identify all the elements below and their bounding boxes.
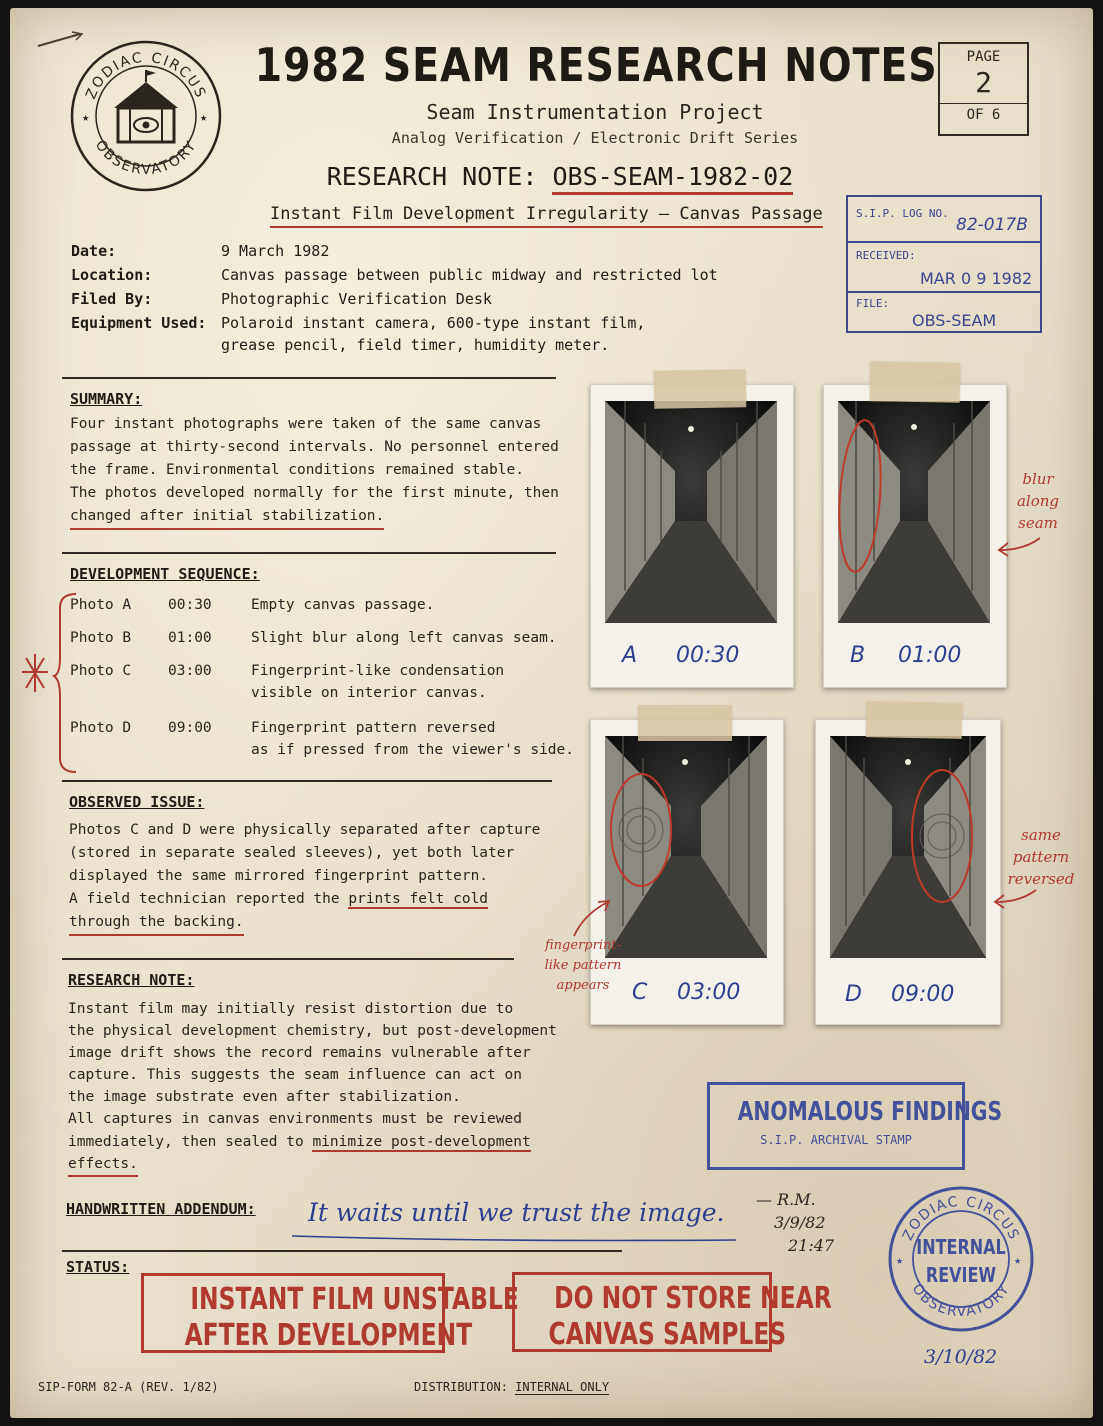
svg-text:★: ★ (1014, 1253, 1022, 1267)
photo-image (830, 736, 986, 958)
issue-line: A field technician reported the prints felt cold (69, 891, 489, 907)
summary-text: Four instant photographs were taken of the same canvas passage at thirty-second intervals. No personnel entered the frame. Environmental conditions remained stable. The photos developed normally for the first minute, then (70, 416, 559, 501)
research-heading: RESEARCH NOTE: (68, 971, 195, 989)
sequence-description: Slight blur along left canvas seam. (251, 630, 557, 646)
log-stamp (846, 195, 1042, 333)
review-date: 3/10/82 (924, 1346, 998, 1368)
tape (866, 701, 963, 739)
svg-text:★: ★ (896, 1253, 904, 1267)
issue-emphasis: prints felt cold (348, 891, 489, 907)
photo-time: 09:00 (891, 982, 955, 1007)
addendum-handwriting: It waits until we trust the image. (308, 1198, 725, 1227)
sequence-photo-label: Photo C (70, 663, 132, 679)
summary-emphasis: changed after initial stabilization. (70, 505, 384, 530)
seal-line-1: INTERNAL (916, 1236, 1006, 1260)
sequence-heading: DEVELOPMENT SEQUENCE: (70, 565, 260, 583)
log-number-label: S.I.P. LOG NO. (856, 207, 949, 220)
tape (638, 705, 732, 741)
photo-letter: D (845, 982, 862, 1007)
location-value: Canvas passage between public midway and restricted lot (221, 266, 718, 284)
research-emphasis: minimize post-development (312, 1134, 531, 1150)
seal-top-text: ZODIAC CIRCUS (899, 1193, 1023, 1244)
internal-review-seal (886, 1184, 1036, 1334)
issue-text: Photos C and D were physically separated after capture (stored in separate sealed sleeves), yet both later displayed the same mirrored fingerprint pattern. (69, 822, 541, 884)
sequence-time: 09:00 (168, 720, 212, 736)
annotation-arrow (570, 896, 614, 940)
photo-image (605, 401, 777, 623)
photo-letter: B (850, 643, 866, 668)
sequence-time: 03:00 (168, 663, 212, 679)
addendum-date: 3/9/82 (774, 1213, 826, 1232)
note-code: OBS-SEAM-1982-02 (552, 162, 793, 195)
sequence-description: Fingerprint pattern reversed as if pressed from the viewer's side. (251, 720, 575, 758)
photo-print-d (815, 719, 1001, 1025)
filed-value: Photographic Verification Desk (221, 290, 492, 308)
research-emphasis-cont: effects. (68, 1153, 138, 1177)
seal-bottom-text: OBSERVATORY (908, 1281, 1014, 1321)
photo-letter: A (622, 643, 638, 668)
log-number: 82-017B (956, 215, 1028, 235)
location-label: Location: (71, 266, 153, 284)
archival-subtitle: S.I.P. ARCHIVAL STAMP (760, 1133, 912, 1147)
research-line: immediately, then sealed to minimize post-development (68, 1134, 531, 1150)
research-text: Instant film may initially resist distortion due to the physical development chemistry, but post-development image drift shows the record remains vulnerable after capture. This suggests the seam influence can act on the image substrate even after stabilization. All captures in canvas environments must be reviewed (68, 1001, 557, 1127)
annotation-arrow (994, 534, 1044, 558)
issue-heading: OBSERVED ISSUE: (69, 793, 205, 811)
issue-emphasis-cont: through the backing. (69, 911, 244, 936)
photo-time: 01:00 (898, 643, 962, 668)
divider (62, 377, 556, 379)
addendum-signature: — R.M. (756, 1190, 816, 1209)
addendum-underline (290, 1230, 740, 1246)
status-label: STATUS: (66, 1258, 130, 1276)
received-label: RECEIVED: (856, 249, 916, 262)
annotation-arrow (990, 886, 1040, 910)
distribution-value: INTERNAL ONLY (515, 1380, 610, 1394)
svg-text:★: ★ (200, 110, 208, 124)
annotation-reversed: same pattern reversed (1007, 826, 1075, 888)
addendum-label: HANDWRITTEN ADDENDUM: (66, 1200, 256, 1218)
form-number: SIP-FORM 82-A (REV. 1/82) (38, 1380, 219, 1394)
photo-time: 00:30 (676, 643, 740, 668)
status-stamp-unstable: INSTANT FILM UNSTABLE AFTER DEVELOPMENT (141, 1273, 445, 1353)
summary-heading: SUMMARY: (70, 390, 143, 408)
sequence-time: 00:30 (168, 597, 212, 613)
annotation-blur: blur along seam (1016, 470, 1060, 532)
status-stamp-storage: DO NOT STORE NEAR CANVAS SAMPLES (512, 1272, 772, 1352)
page-total: OF 6 (966, 107, 1001, 123)
photo-time: 03:00 (677, 980, 741, 1005)
tape (870, 361, 961, 403)
page-number: 2 (940, 66, 1027, 104)
photo-image (838, 401, 990, 623)
sequence-description: Fingerprint-like condensation visible on interior canvas. (251, 663, 505, 701)
sequence-time: 01:00 (168, 630, 212, 646)
sequence-description: Empty canvas passage. (251, 597, 435, 613)
divider (62, 958, 514, 960)
divider (62, 1250, 622, 1252)
svg-text:★: ★ (82, 110, 90, 124)
equipment-value-1: Polaroid instant camera, 600-type instant film, (221, 314, 646, 332)
tape (654, 369, 747, 409)
logo-top-text: ZODIAC CIRCUS (83, 49, 209, 102)
received-date: MAR 0 9 1982 (920, 269, 1033, 288)
sequence-photo-label: Photo B (70, 630, 132, 646)
divider (62, 552, 556, 554)
sequence-photo-label: Photo A (70, 597, 132, 613)
annotation-fingerprint: fingerprint- like pattern appears (544, 938, 622, 993)
addendum-time: 21:47 (788, 1236, 835, 1255)
filed-label: Filed By: (71, 290, 153, 308)
document-title: 1982 SEAM RESEARCH NOTES (254, 38, 938, 92)
photo-letter: C (632, 980, 648, 1005)
project-subtitle: Seam Instrumentation Project (426, 100, 764, 124)
archival-title: ANOMALOUS FINDINGS (737, 1097, 1003, 1127)
research-note-heading (250, 162, 870, 191)
equipment-value-2: grease pencil, field timer, humidity meter. (221, 336, 610, 354)
date-value: 9 March 1982 (221, 242, 330, 260)
page-label: PAGE (966, 49, 1001, 65)
photo-image (605, 736, 767, 958)
page-indicator (938, 42, 1029, 136)
observatory-logo (68, 38, 224, 194)
equipment-label: Equipment Used: (71, 314, 207, 332)
note-title: Instant Film Development Irregularity — Canvas Passage (270, 204, 823, 228)
file-label: FILE: (856, 297, 890, 310)
logo-bottom-text: OBSERVATORY (91, 137, 201, 179)
note-label: RESEARCH NOTE: (326, 162, 538, 191)
sequence-photo-label: Photo D (70, 720, 132, 736)
archival-stamp (707, 1082, 1003, 1170)
distribution: DISTRIBUTION: INTERNAL ONLY (414, 1380, 610, 1394)
seal-line-2: REVIEW (925, 1264, 997, 1288)
series-subtitle: Analog Verification / Electronic Drift Series (391, 129, 799, 147)
divider (62, 780, 552, 782)
file-value: OBS-SEAM (912, 311, 997, 330)
date-label: Date: (71, 242, 117, 260)
sequence-bracket (20, 588, 80, 778)
